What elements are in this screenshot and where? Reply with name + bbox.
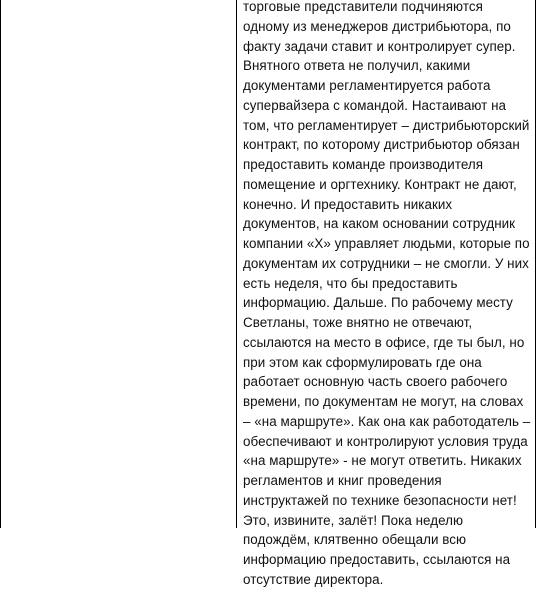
text-line: контракт, по которому дистрибьютор обязан	[243, 137, 520, 153]
text-line: работает основную часть своего рабочего	[243, 374, 508, 390]
text-line: ссылаются на место в офисе, где ты был, но	[243, 334, 525, 350]
text-line: обеспечивают и контролируют условия труда	[243, 433, 528, 449]
text-line: при этом как сформулировать где она	[243, 354, 482, 370]
text-line: регламентов и книг проведения	[243, 473, 442, 488]
table-cell-right	[237, 0, 536, 587]
text-line: конечно. И предоставить никаких	[243, 196, 453, 212]
text-line: «на маршруте» - не могут ответить. Никаких	[243, 453, 522, 469]
text-line: подождём, клятвенно обещали всю	[243, 532, 467, 548]
text-line: информацию. Дальше. По рабочему месту	[243, 295, 513, 311]
text-line: документам их сотрудники – не смогли. У них	[243, 255, 529, 271]
text-line: помещение и оргтехнику. Контракт не дают,	[243, 176, 517, 192]
text-line: том, что регламентирует – дистрибьюторский	[243, 117, 530, 133]
text-line: факту задачи ставит и контролирует супер.	[243, 38, 516, 54]
text-line: времени, по документам не могут, на словах	[243, 394, 524, 409]
text-line: информацию предоставить, ссылаются на	[243, 552, 511, 567]
text-line: Светланы, тоже внятно не отвечают,	[243, 315, 473, 330]
text-line: одному из менеджеров дистрибьютора, по	[243, 18, 511, 34]
text-line: отсутствие директора.	[243, 571, 384, 587]
text-line: Внятного ответа не получил, какими	[243, 58, 471, 74]
cell-paragraph	[243, 0, 531, 590]
text-line: есть неделя, что бы предоставить	[243, 275, 458, 291]
text-line: документов, на каком основании сотрудник	[243, 216, 516, 232]
text-line: Это, извините, залёт! Пока неделю	[243, 512, 464, 528]
text-line: предоставить команде производителя	[243, 157, 484, 172]
table-cell-left	[0, 0, 237, 528]
text-line: инструктажей по технике безопасности нет!	[243, 492, 517, 508]
text-line: супервайзера с командой. Настаивают на	[243, 97, 507, 113]
text-line: документами регламентируется работа	[243, 78, 491, 93]
text-line: торговые представители подчиняются	[243, 0, 483, 14]
text-line: компании «Х» управляет людьми, которые по	[243, 236, 530, 251]
text-line: – «на маршруте». Как она как работодатель –	[243, 413, 531, 429]
